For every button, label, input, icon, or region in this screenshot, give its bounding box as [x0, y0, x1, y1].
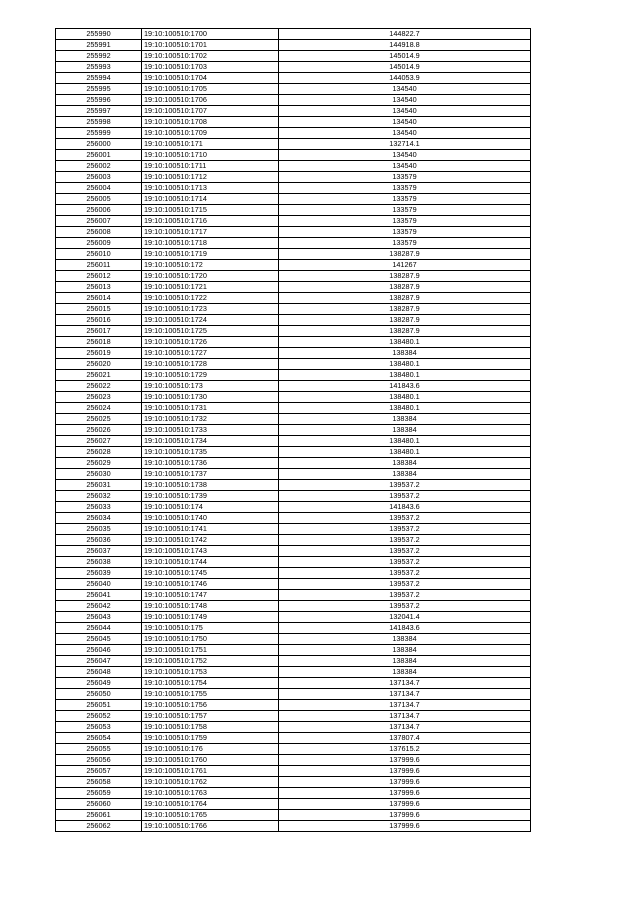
cadastral-number-cell: 19:10:100510:1763 [142, 788, 279, 799]
cadastral-number-cell: 19:10:100510:1733 [142, 425, 279, 436]
table-row [56, 502, 531, 513]
value-cell: 134540 [279, 161, 531, 172]
record-number-cell: 256020 [56, 359, 142, 370]
table-row [56, 370, 531, 381]
record-number-cell: 256034 [56, 513, 142, 524]
cadastral-number-cell: 19:10:100510:1712 [142, 172, 279, 183]
table-row [56, 623, 531, 634]
table-row [56, 700, 531, 711]
cadastral-number-cell: 19:10:100510:176 [142, 744, 279, 755]
record-number-cell: 256032 [56, 491, 142, 502]
value-cell: 137134.7 [279, 678, 531, 689]
cadastral-number-cell: 19:10:100510:1754 [142, 678, 279, 689]
cadastral-number-cell: 19:10:100510:175 [142, 623, 279, 634]
table-row [56, 711, 531, 722]
cadastral-number-cell: 19:10:100510:1743 [142, 546, 279, 557]
table-row [56, 744, 531, 755]
cadastral-number-cell: 19:10:100510:1713 [142, 183, 279, 194]
cadastral-number-cell: 19:10:100510:1707 [142, 106, 279, 117]
table-row [56, 216, 531, 227]
value-cell: 138287.9 [279, 249, 531, 260]
table-row [56, 678, 531, 689]
value-cell: 133579 [279, 238, 531, 249]
record-number-cell: 256009 [56, 238, 142, 249]
table-row [56, 205, 531, 216]
table-row [56, 491, 531, 502]
cadastral-number-cell: 19:10:100510:1727 [142, 348, 279, 359]
table-body [56, 29, 531, 832]
record-number-cell: 256025 [56, 414, 142, 425]
table-row [56, 260, 531, 271]
value-cell: 139537.2 [279, 546, 531, 557]
table-row [56, 722, 531, 733]
record-number-cell: 256024 [56, 403, 142, 414]
cadastral-number-cell: 19:10:100510:1746 [142, 579, 279, 590]
cadastral-number-cell: 19:10:100510:1736 [142, 458, 279, 469]
table-row [56, 612, 531, 623]
record-number-cell: 256023 [56, 392, 142, 403]
record-number-cell: 256049 [56, 678, 142, 689]
cadastral-number-cell: 19:10:100510:1766 [142, 821, 279, 832]
table-row [56, 62, 531, 73]
cadastral-number-cell: 19:10:100510:1704 [142, 73, 279, 84]
table-row [56, 117, 531, 128]
table-row [56, 392, 531, 403]
cadastral-number-cell: 19:10:100510:1728 [142, 359, 279, 370]
table-row [56, 788, 531, 799]
record-number-cell: 255997 [56, 106, 142, 117]
cadastral-number-cell: 19:10:100510:1731 [142, 403, 279, 414]
record-number-cell: 256012 [56, 271, 142, 282]
data-table [55, 28, 531, 832]
record-number-cell: 256007 [56, 216, 142, 227]
cadastral-number-cell: 19:10:100510:1750 [142, 634, 279, 645]
table-row [56, 799, 531, 810]
value-cell: 133579 [279, 216, 531, 227]
cadastral-number-cell: 19:10:100510:1720 [142, 271, 279, 282]
cadastral-number-cell: 19:10:100510:1742 [142, 535, 279, 546]
value-cell: 141843.6 [279, 381, 531, 392]
value-cell: 138384 [279, 469, 531, 480]
cadastral-number-cell: 19:10:100510:1734 [142, 436, 279, 447]
table-row [56, 348, 531, 359]
value-cell: 144918.8 [279, 40, 531, 51]
record-number-cell: 256030 [56, 469, 142, 480]
value-cell: 141843.6 [279, 623, 531, 634]
record-number-cell: 255998 [56, 117, 142, 128]
record-number-cell: 255991 [56, 40, 142, 51]
value-cell: 138480.1 [279, 392, 531, 403]
value-cell: 133579 [279, 183, 531, 194]
value-cell: 139537.2 [279, 480, 531, 491]
value-cell: 138384 [279, 458, 531, 469]
cadastral-number-cell: 19:10:100510:1715 [142, 205, 279, 216]
cadastral-number-cell: 19:10:100510:1730 [142, 392, 279, 403]
record-number-cell: 256017 [56, 326, 142, 337]
value-cell: 139537.2 [279, 524, 531, 535]
record-number-cell: 256027 [56, 436, 142, 447]
value-cell: 134540 [279, 128, 531, 139]
cadastral-number-cell: 19:10:100510:1764 [142, 799, 279, 810]
cadastral-number-cell: 19:10:100510:1765 [142, 810, 279, 821]
value-cell: 144822.7 [279, 29, 531, 40]
cadastral-number-cell: 19:10:100510:1756 [142, 700, 279, 711]
value-cell: 133579 [279, 194, 531, 205]
value-cell: 137134.7 [279, 689, 531, 700]
value-cell: 137999.6 [279, 777, 531, 788]
cadastral-number-cell: 19:10:100510:1751 [142, 645, 279, 656]
cadastral-number-cell: 19:10:100510:172 [142, 260, 279, 271]
cadastral-number-cell: 19:10:100510:1741 [142, 524, 279, 535]
record-number-cell: 256043 [56, 612, 142, 623]
table-row [56, 304, 531, 315]
value-cell: 134540 [279, 95, 531, 106]
value-cell: 137999.6 [279, 766, 531, 777]
cadastral-number-cell: 19:10:100510:1761 [142, 766, 279, 777]
value-cell: 138384 [279, 414, 531, 425]
value-cell: 133579 [279, 227, 531, 238]
value-cell: 137134.7 [279, 700, 531, 711]
value-cell: 139537.2 [279, 590, 531, 601]
record-number-cell: 256048 [56, 667, 142, 678]
table-row [56, 238, 531, 249]
record-number-cell: 256058 [56, 777, 142, 788]
cadastral-number-cell: 19:10:100510:1725 [142, 326, 279, 337]
value-cell: 138480.1 [279, 359, 531, 370]
record-number-cell: 256045 [56, 634, 142, 645]
record-number-cell: 256013 [56, 282, 142, 293]
record-number-cell: 256010 [56, 249, 142, 260]
cadastral-number-cell: 19:10:100510:1717 [142, 227, 279, 238]
table-row [56, 282, 531, 293]
cadastral-number-cell: 19:10:100510:1745 [142, 568, 279, 579]
table-row [56, 689, 531, 700]
record-number-cell: 256038 [56, 557, 142, 568]
value-cell: 138287.9 [279, 304, 531, 315]
cadastral-number-cell: 19:10:100510:1749 [142, 612, 279, 623]
record-number-cell: 255990 [56, 29, 142, 40]
cadastral-number-cell: 19:10:100510:173 [142, 381, 279, 392]
value-cell: 138480.1 [279, 370, 531, 381]
value-cell: 141843.6 [279, 502, 531, 513]
value-cell: 133579 [279, 205, 531, 216]
record-number-cell: 256060 [56, 799, 142, 810]
value-cell: 138480.1 [279, 447, 531, 458]
table-row [56, 381, 531, 392]
record-number-cell: 256056 [56, 755, 142, 766]
value-cell: 139537.2 [279, 557, 531, 568]
table-row [56, 513, 531, 524]
cadastral-number-cell: 19:10:100510:1718 [142, 238, 279, 249]
value-cell: 138480.1 [279, 436, 531, 447]
record-number-cell: 256014 [56, 293, 142, 304]
record-number-cell: 256002 [56, 161, 142, 172]
record-number-cell: 256015 [56, 304, 142, 315]
table-row [56, 634, 531, 645]
table-row [56, 524, 531, 535]
record-number-cell: 256046 [56, 645, 142, 656]
table-row [56, 414, 531, 425]
record-number-cell: 256003 [56, 172, 142, 183]
table-row [56, 359, 531, 370]
table-row [56, 161, 531, 172]
value-cell: 137807.4 [279, 733, 531, 744]
record-number-cell: 256031 [56, 480, 142, 491]
record-number-cell: 256001 [56, 150, 142, 161]
cadastral-number-cell: 19:10:100510:1758 [142, 722, 279, 733]
table-row [56, 766, 531, 777]
record-number-cell: 256006 [56, 205, 142, 216]
cadastral-number-cell: 19:10:100510:171 [142, 139, 279, 150]
value-cell: 138384 [279, 656, 531, 667]
table-row [56, 315, 531, 326]
table-row [56, 656, 531, 667]
record-number-cell: 256061 [56, 810, 142, 821]
table-row [56, 139, 531, 150]
record-number-cell: 256011 [56, 260, 142, 271]
record-number-cell: 256035 [56, 524, 142, 535]
table-row [56, 29, 531, 40]
value-cell: 138287.9 [279, 293, 531, 304]
cadastral-number-cell: 19:10:100510:1729 [142, 370, 279, 381]
cadastral-number-cell: 19:10:100510:1703 [142, 62, 279, 73]
table-row [56, 535, 531, 546]
record-number-cell: 256026 [56, 425, 142, 436]
table-row [56, 667, 531, 678]
value-cell: 138384 [279, 634, 531, 645]
cadastral-number-cell: 19:10:100510:1747 [142, 590, 279, 601]
value-cell: 137134.7 [279, 722, 531, 733]
value-cell: 134540 [279, 84, 531, 95]
cadastral-number-cell: 19:10:100510:1702 [142, 51, 279, 62]
table-row [56, 568, 531, 579]
record-number-cell: 256053 [56, 722, 142, 733]
value-cell: 139537.2 [279, 535, 531, 546]
record-number-cell: 255994 [56, 73, 142, 84]
record-number-cell: 256044 [56, 623, 142, 634]
value-cell: 139537.2 [279, 579, 531, 590]
cadastral-number-cell: 19:10:100510:1723 [142, 304, 279, 315]
table-row [56, 337, 531, 348]
cadastral-number-cell: 19:10:100510:174 [142, 502, 279, 513]
cadastral-number-cell: 19:10:100510:1706 [142, 95, 279, 106]
value-cell: 138480.1 [279, 337, 531, 348]
record-number-cell: 256059 [56, 788, 142, 799]
record-number-cell: 256008 [56, 227, 142, 238]
table-row [56, 73, 531, 84]
value-cell: 139537.2 [279, 568, 531, 579]
table-row [56, 777, 531, 788]
value-cell: 137134.7 [279, 711, 531, 722]
record-number-cell: 256018 [56, 337, 142, 348]
table-row [56, 150, 531, 161]
cadastral-number-cell: 19:10:100510:1709 [142, 128, 279, 139]
record-number-cell: 256062 [56, 821, 142, 832]
record-number-cell: 256036 [56, 535, 142, 546]
record-number-cell: 256037 [56, 546, 142, 557]
cadastral-number-cell: 19:10:100510:1760 [142, 755, 279, 766]
value-cell: 133579 [279, 172, 531, 183]
table-row [56, 40, 531, 51]
cadastral-number-cell: 19:10:100510:1740 [142, 513, 279, 524]
cadastral-number-cell: 19:10:100510:1722 [142, 293, 279, 304]
record-number-cell: 256052 [56, 711, 142, 722]
table-row [56, 469, 531, 480]
cadastral-number-cell: 19:10:100510:1719 [142, 249, 279, 260]
table-row [56, 403, 531, 414]
value-cell: 132714.1 [279, 139, 531, 150]
record-number-cell: 256054 [56, 733, 142, 744]
record-number-cell: 256004 [56, 183, 142, 194]
value-cell: 138287.9 [279, 315, 531, 326]
record-number-cell: 256051 [56, 700, 142, 711]
value-cell: 138287.9 [279, 282, 531, 293]
value-cell: 137999.6 [279, 755, 531, 766]
cadastral-number-cell: 19:10:100510:1759 [142, 733, 279, 744]
record-number-cell: 256019 [56, 348, 142, 359]
record-number-cell: 255992 [56, 51, 142, 62]
record-number-cell: 256055 [56, 744, 142, 755]
table-row [56, 458, 531, 469]
table-row [56, 227, 531, 238]
cadastral-number-cell: 19:10:100510:1721 [142, 282, 279, 293]
value-cell: 134540 [279, 106, 531, 117]
cadastral-number-cell: 19:10:100510:1701 [142, 40, 279, 51]
value-cell: 139537.2 [279, 513, 531, 524]
value-cell: 134540 [279, 150, 531, 161]
table-row [56, 106, 531, 117]
record-number-cell: 256005 [56, 194, 142, 205]
table-row [56, 51, 531, 62]
cadastral-number-cell: 19:10:100510:1724 [142, 315, 279, 326]
record-number-cell: 255995 [56, 84, 142, 95]
table-row [56, 172, 531, 183]
cadastral-number-cell: 19:10:100510:1753 [142, 667, 279, 678]
cadastral-number-cell: 19:10:100510:1755 [142, 689, 279, 700]
record-number-cell: 256033 [56, 502, 142, 513]
value-cell: 137999.6 [279, 799, 531, 810]
value-cell: 137615.2 [279, 744, 531, 755]
table-row [56, 821, 531, 832]
value-cell: 145014.9 [279, 62, 531, 73]
value-cell: 138480.1 [279, 403, 531, 414]
cadastral-number-cell: 19:10:100510:1739 [142, 491, 279, 502]
record-number-cell: 256042 [56, 601, 142, 612]
table-row [56, 645, 531, 656]
cadastral-number-cell: 19:10:100510:1748 [142, 601, 279, 612]
record-number-cell: 256028 [56, 447, 142, 458]
value-cell: 138384 [279, 645, 531, 656]
table-row [56, 480, 531, 491]
table-row [56, 755, 531, 766]
cadastral-number-cell: 19:10:100510:1711 [142, 161, 279, 172]
value-cell: 138384 [279, 667, 531, 678]
table-row [56, 579, 531, 590]
value-cell: 138287.9 [279, 326, 531, 337]
cadastral-number-cell: 19:10:100510:1752 [142, 656, 279, 667]
cadastral-number-cell: 19:10:100510:1737 [142, 469, 279, 480]
value-cell: 137999.6 [279, 810, 531, 821]
cadastral-number-cell: 19:10:100510:1757 [142, 711, 279, 722]
table-row [56, 326, 531, 337]
record-number-cell: 256022 [56, 381, 142, 392]
table-row [56, 194, 531, 205]
table-row [56, 293, 531, 304]
cadastral-number-cell: 19:10:100510:1708 [142, 117, 279, 128]
cadastral-number-cell: 19:10:100510:1744 [142, 557, 279, 568]
record-number-cell: 256040 [56, 579, 142, 590]
cadastral-number-cell: 19:10:100510:1705 [142, 84, 279, 95]
table-row [56, 271, 531, 282]
cadastral-number-cell: 19:10:100510:1700 [142, 29, 279, 40]
record-number-cell: 256021 [56, 370, 142, 381]
cadastral-number-cell: 19:10:100510:1732 [142, 414, 279, 425]
record-number-cell: 256057 [56, 766, 142, 777]
table-row [56, 84, 531, 95]
cadastral-number-cell: 19:10:100510:1714 [142, 194, 279, 205]
cadastral-number-cell: 19:10:100510:1738 [142, 480, 279, 491]
cadastral-number-cell: 19:10:100510:1710 [142, 150, 279, 161]
record-number-cell: 256050 [56, 689, 142, 700]
record-number-cell: 256016 [56, 315, 142, 326]
table-row [56, 183, 531, 194]
record-number-cell: 256039 [56, 568, 142, 579]
table-row [56, 557, 531, 568]
value-cell: 144053.9 [279, 73, 531, 84]
table-row [56, 590, 531, 601]
table-row [56, 249, 531, 260]
value-cell: 132041.4 [279, 612, 531, 623]
table-row [56, 128, 531, 139]
value-cell: 138384 [279, 348, 531, 359]
value-cell: 145014.9 [279, 51, 531, 62]
table-row [56, 733, 531, 744]
record-number-cell: 256041 [56, 590, 142, 601]
value-cell: 138384 [279, 425, 531, 436]
record-number-cell: 256029 [56, 458, 142, 469]
record-number-cell: 256047 [56, 656, 142, 667]
table-row [56, 447, 531, 458]
table-row [56, 546, 531, 557]
cadastral-number-cell: 19:10:100510:1735 [142, 447, 279, 458]
record-number-cell: 256000 [56, 139, 142, 150]
table-row [56, 95, 531, 106]
table-row [56, 436, 531, 447]
table-row [56, 425, 531, 436]
record-number-cell: 255996 [56, 95, 142, 106]
value-cell: 139537.2 [279, 601, 531, 612]
cadastral-number-cell: 19:10:100510:1716 [142, 216, 279, 227]
cadastral-number-cell: 19:10:100510:1726 [142, 337, 279, 348]
value-cell: 138287.9 [279, 271, 531, 282]
value-cell: 139537.2 [279, 491, 531, 502]
value-cell: 134540 [279, 117, 531, 128]
cadastral-number-cell: 19:10:100510:1762 [142, 777, 279, 788]
value-cell: 137999.6 [279, 821, 531, 832]
table-row [56, 601, 531, 612]
value-cell: 141267 [279, 260, 531, 271]
table-row [56, 810, 531, 821]
record-number-cell: 255999 [56, 128, 142, 139]
value-cell: 137999.6 [279, 788, 531, 799]
record-number-cell: 255993 [56, 62, 142, 73]
